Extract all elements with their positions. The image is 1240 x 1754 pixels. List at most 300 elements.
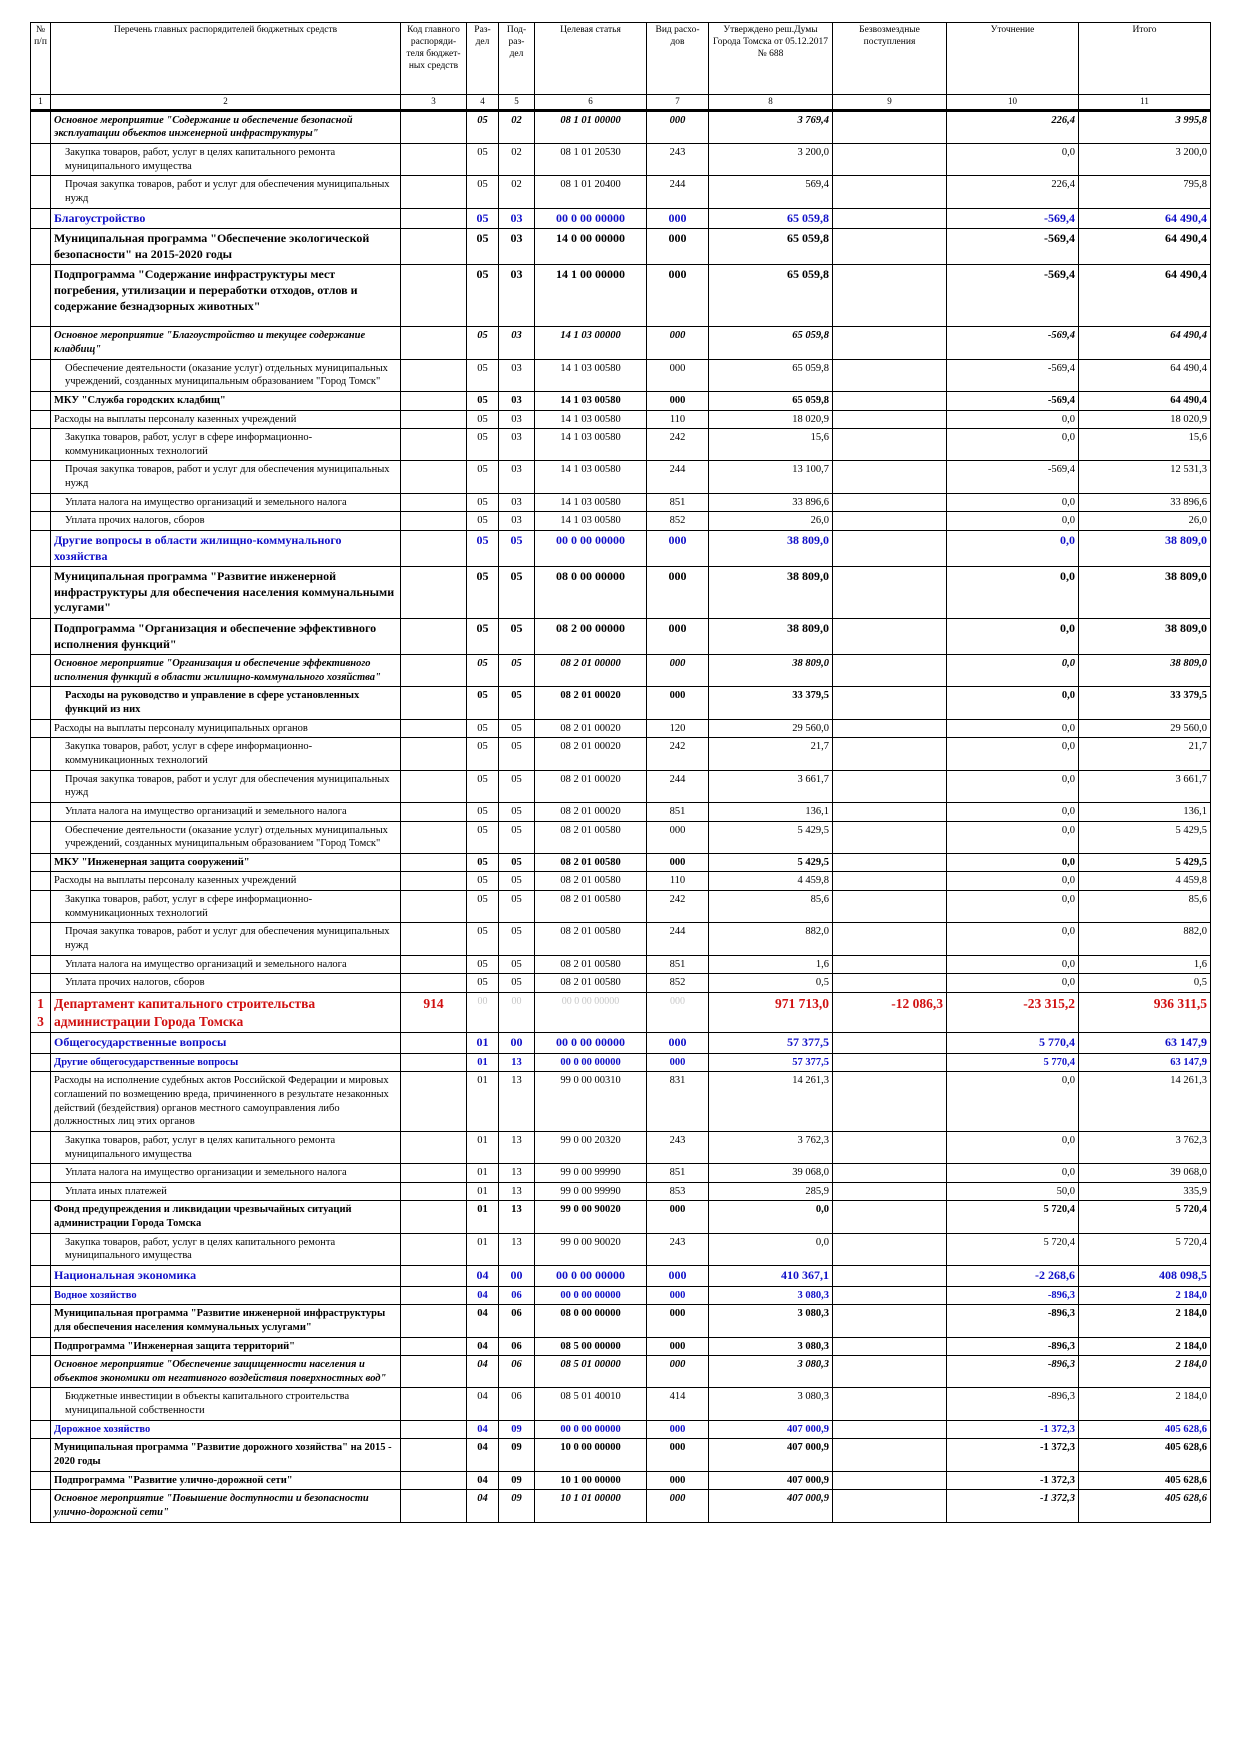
row-number	[31, 229, 51, 265]
row-name: Закупка товаров, работ, услуг в целях капитального ремонта муниципального имущества	[51, 1233, 401, 1265]
row-expense-type: 243	[647, 143, 709, 175]
row-name: Благоустройство	[51, 208, 401, 229]
row-section: 05	[467, 208, 499, 229]
row-admin-code	[401, 872, 467, 891]
row-admin-code	[401, 821, 467, 853]
row-approved: 3 080,3	[709, 1388, 833, 1420]
row-target-article: 08 2 01 00580	[535, 821, 647, 853]
row-expense-type: 000	[647, 655, 709, 687]
table-row	[31, 1033, 1211, 1054]
row-change: 0,0	[947, 493, 1079, 512]
table-body	[31, 110, 1211, 1522]
row-subsection: 13	[499, 1053, 535, 1072]
row-admin-code	[401, 955, 467, 974]
row-expense-type: 851	[647, 802, 709, 821]
header-approved: Утверждено реш.Думы Города Томска от 05.12.2017 № 688	[709, 23, 833, 95]
row-name: Уплата налога на имущество организаций и земельного налога	[51, 493, 401, 512]
row-approved: 33 379,5	[709, 687, 833, 719]
row-approved: 18 020,9	[709, 410, 833, 429]
row-number	[31, 176, 51, 208]
row-section: 01	[467, 1072, 499, 1132]
row-section: 05	[467, 821, 499, 853]
row-name: Расходы на руководство и управление в сфере установленных функций из них	[51, 687, 401, 719]
row-number	[31, 1490, 51, 1522]
row-target-article: 08 5 01 40010	[535, 1388, 647, 1420]
column-number-row	[31, 95, 1211, 111]
row-total: 63 147,9	[1079, 1053, 1211, 1072]
row-target-article: 08 1 01 00000	[535, 110, 647, 143]
row-section: 05	[467, 429, 499, 461]
row-subsection: 02	[499, 143, 535, 175]
row-admin-code	[401, 229, 467, 265]
row-name: Другие общегосударственные вопросы	[51, 1053, 401, 1072]
row-approved: 3 200,0	[709, 143, 833, 175]
row-total: 64 490,4	[1079, 359, 1211, 391]
row-target-article: 08 5 00 00000	[535, 1337, 647, 1356]
row-free-receipts: -12 086,3	[833, 992, 947, 1032]
row-target-article: 14 1 03 00580	[535, 461, 647, 493]
row-subsection: 05	[499, 923, 535, 955]
row-number	[31, 391, 51, 410]
row-expense-type: 242	[647, 891, 709, 923]
row-number	[31, 770, 51, 802]
row-change: -1 372,3	[947, 1471, 1079, 1490]
table-row	[31, 1388, 1211, 1420]
row-admin-code	[401, 391, 467, 410]
row-section: 00	[467, 992, 499, 1032]
row-number	[31, 719, 51, 738]
row-section: 05	[467, 143, 499, 175]
row-admin-code	[401, 719, 467, 738]
row-name: Закупка товаров, работ, услуг в сфере информационно-коммуникационных технологий	[51, 891, 401, 923]
row-change: 0,0	[947, 429, 1079, 461]
row-subsection: 05	[499, 687, 535, 719]
row-free-receipts	[833, 802, 947, 821]
row-free-receipts	[833, 719, 947, 738]
table-row	[31, 1337, 1211, 1356]
table-row	[31, 1265, 1211, 1286]
row-change: 0,0	[947, 655, 1079, 687]
column-number: 8	[709, 95, 833, 111]
table-row	[31, 821, 1211, 853]
row-free-receipts	[833, 1053, 947, 1072]
row-change: -1 372,3	[947, 1490, 1079, 1522]
row-expense-type: 242	[647, 738, 709, 770]
row-admin-code	[401, 429, 467, 461]
row-target-article: 08 1 01 20400	[535, 176, 647, 208]
row-admin-code	[401, 208, 467, 229]
row-approved: 21,7	[709, 738, 833, 770]
row-total: 64 490,4	[1079, 327, 1211, 359]
row-expense-type: 000	[647, 1356, 709, 1388]
row-number	[31, 955, 51, 974]
row-change: 0,0	[947, 821, 1079, 853]
row-section: 05	[467, 955, 499, 974]
row-target-article: 99 0 00 90020	[535, 1201, 647, 1233]
row-change: 0,0	[947, 955, 1079, 974]
row-section: 05	[467, 687, 499, 719]
row-free-receipts	[833, 110, 947, 143]
row-section: 05	[467, 618, 499, 654]
row-approved: 14 261,3	[709, 1072, 833, 1132]
row-subsection: 03	[499, 265, 535, 327]
row-section: 04	[467, 1356, 499, 1388]
row-number	[31, 1053, 51, 1072]
row-subsection: 03	[499, 429, 535, 461]
row-free-receipts	[833, 1305, 947, 1337]
row-total: 64 490,4	[1079, 391, 1211, 410]
row-number	[31, 802, 51, 821]
row-change: 0,0	[947, 802, 1079, 821]
row-expense-type: 243	[647, 1131, 709, 1163]
row-approved: 3 080,3	[709, 1305, 833, 1337]
row-free-receipts	[833, 143, 947, 175]
row-number: 13	[31, 992, 51, 1032]
row-approved: 38 809,0	[709, 567, 833, 619]
row-name: Подпрограмма "Организация и обеспечение эффективного исполнения функций"	[51, 618, 401, 654]
row-target-article: 08 2 01 00020	[535, 738, 647, 770]
row-expense-type: 000	[647, 110, 709, 143]
row-change: -1 372,3	[947, 1439, 1079, 1471]
row-name: Закупка товаров, работ, услуг в целях капитального ремонта муниципального имущества	[51, 143, 401, 175]
row-free-receipts	[833, 1233, 947, 1265]
row-approved: 136,1	[709, 802, 833, 821]
row-admin-code	[401, 1201, 467, 1233]
row-section: 04	[467, 1471, 499, 1490]
row-change: -569,4	[947, 208, 1079, 229]
row-admin-code	[401, 618, 467, 654]
header-change: Уточнение	[947, 23, 1079, 95]
table-row	[31, 719, 1211, 738]
row-target-article: 00 0 00 00000	[535, 1286, 647, 1305]
row-target-article: 14 1 03 00580	[535, 429, 647, 461]
table-row	[31, 1286, 1211, 1305]
row-total: 2 184,0	[1079, 1305, 1211, 1337]
header-section: Раз-дел	[467, 23, 499, 95]
header-number: № п/п	[31, 23, 51, 95]
row-name: Закупка товаров, работ, услуг в целях капитального ремонта муниципального имущества	[51, 1131, 401, 1163]
table-row	[31, 1164, 1211, 1183]
row-admin-code	[401, 1388, 467, 1420]
row-section: 05	[467, 327, 499, 359]
row-change: 5 770,4	[947, 1053, 1079, 1072]
row-subsection: 00	[499, 1265, 535, 1286]
row-total: 64 490,4	[1079, 229, 1211, 265]
row-target-article: 00 0 00 00000	[535, 1053, 647, 1072]
row-free-receipts	[833, 461, 947, 493]
row-section: 01	[467, 1053, 499, 1072]
row-number	[31, 327, 51, 359]
row-subsection: 03	[499, 391, 535, 410]
row-total: 3 661,7	[1079, 770, 1211, 802]
row-free-receipts	[833, 512, 947, 531]
row-subsection: 05	[499, 872, 535, 891]
column-number: 9	[833, 95, 947, 111]
row-total: 405 628,6	[1079, 1471, 1211, 1490]
row-approved: 569,4	[709, 176, 833, 208]
row-expense-type: 000	[647, 618, 709, 654]
row-expense-type: 000	[647, 821, 709, 853]
row-number	[31, 1072, 51, 1132]
column-number: 10	[947, 95, 1079, 111]
row-section: 04	[467, 1388, 499, 1420]
row-expense-type: 851	[647, 955, 709, 974]
row-approved: 65 059,8	[709, 327, 833, 359]
row-free-receipts	[833, 655, 947, 687]
row-free-receipts	[833, 1033, 947, 1054]
row-target-article: 10 1 00 00000	[535, 1471, 647, 1490]
row-approved: 15,6	[709, 429, 833, 461]
row-free-receipts	[833, 1286, 947, 1305]
row-section: 05	[467, 738, 499, 770]
row-total: 3 995,8	[1079, 110, 1211, 143]
column-number: 1	[31, 95, 51, 111]
row-approved: 0,5	[709, 974, 833, 993]
column-number: 11	[1079, 95, 1211, 111]
row-change: 0,0	[947, 1072, 1079, 1132]
row-subsection: 03	[499, 359, 535, 391]
row-name: Уплата прочих налогов, сборов	[51, 974, 401, 993]
row-total: 5 429,5	[1079, 853, 1211, 872]
row-target-article: 14 1 03 00580	[535, 493, 647, 512]
row-target-article: 14 1 03 00000	[535, 327, 647, 359]
row-free-receipts	[833, 618, 947, 654]
row-approved: 5 429,5	[709, 821, 833, 853]
row-approved: 971 713,0	[709, 992, 833, 1032]
row-target-article: 99 0 00 90020	[535, 1233, 647, 1265]
row-target-article: 00 0 00 00000	[535, 992, 647, 1032]
row-approved: 13 100,7	[709, 461, 833, 493]
row-free-receipts	[833, 738, 947, 770]
row-subsection: 05	[499, 770, 535, 802]
row-approved: 65 059,8	[709, 359, 833, 391]
row-number	[31, 1265, 51, 1286]
row-number	[31, 567, 51, 619]
row-expense-type: 000	[647, 391, 709, 410]
row-free-receipts	[833, 265, 947, 327]
row-number	[31, 410, 51, 429]
table-row	[31, 1490, 1211, 1522]
row-change: 226,4	[947, 176, 1079, 208]
table-row	[31, 461, 1211, 493]
row-number	[31, 531, 51, 567]
row-total: 29 560,0	[1079, 719, 1211, 738]
table-row	[31, 1053, 1211, 1072]
row-subsection: 09	[499, 1420, 535, 1439]
row-admin-code	[401, 1286, 467, 1305]
row-expense-type: 000	[647, 1471, 709, 1490]
row-number	[31, 265, 51, 327]
row-free-receipts	[833, 955, 947, 974]
row-change: -1 372,3	[947, 1420, 1079, 1439]
row-subsection: 13	[499, 1164, 535, 1183]
row-subsection: 05	[499, 655, 535, 687]
row-admin-code	[401, 655, 467, 687]
row-expense-type: 414	[647, 1388, 709, 1420]
row-number	[31, 1305, 51, 1337]
row-subsection: 03	[499, 208, 535, 229]
row-target-article: 10 1 01 00000	[535, 1490, 647, 1522]
row-section: 04	[467, 1490, 499, 1522]
row-approved: 38 809,0	[709, 618, 833, 654]
row-expense-type: 000	[647, 359, 709, 391]
table-row	[31, 1072, 1211, 1132]
row-approved: 407 000,9	[709, 1471, 833, 1490]
row-section: 05	[467, 493, 499, 512]
row-approved: 65 059,8	[709, 229, 833, 265]
row-number	[31, 493, 51, 512]
row-subsection: 05	[499, 531, 535, 567]
row-expense-type: 851	[647, 1164, 709, 1183]
row-target-article: 14 1 03 00580	[535, 410, 647, 429]
row-section: 05	[467, 770, 499, 802]
row-target-article: 08 0 00 00000	[535, 567, 647, 619]
table-row	[31, 872, 1211, 891]
row-admin-code	[401, 1420, 467, 1439]
row-section: 04	[467, 1286, 499, 1305]
row-admin-code	[401, 327, 467, 359]
row-admin-code	[401, 687, 467, 719]
row-number	[31, 1286, 51, 1305]
row-change: -569,4	[947, 327, 1079, 359]
row-subsection: 06	[499, 1286, 535, 1305]
row-name: Бюджетные инвестиции в объекты капитального строительства муниципальной собственности	[51, 1388, 401, 1420]
header-subsection: Под-раз-дел	[499, 23, 535, 95]
row-admin-code	[401, 1131, 467, 1163]
row-subsection: 03	[499, 493, 535, 512]
table-row	[31, 391, 1211, 410]
row-name: Муниципальная программа "Развитие дорожного хозяйства" на 2015 - 2020 годы	[51, 1439, 401, 1471]
row-section: 04	[467, 1337, 499, 1356]
row-section: 05	[467, 872, 499, 891]
header-code: Код главного распоряди-теля бюджет-ных средств	[401, 23, 467, 95]
row-approved: 3 762,3	[709, 1131, 833, 1163]
row-name: Основное мероприятие "Содержание и обеспечение безопасной эксплуатации объектов инженерной инфраструктуры"	[51, 110, 401, 143]
table-row	[31, 359, 1211, 391]
row-section: 01	[467, 1164, 499, 1183]
row-target-article: 08 2 01 00020	[535, 687, 647, 719]
row-name: Другие вопросы в области жилищно-коммунального хозяйства	[51, 531, 401, 567]
row-total: 2 184,0	[1079, 1337, 1211, 1356]
row-target-article: 08 2 01 00580	[535, 872, 647, 891]
row-target-article: 08 2 01 00580	[535, 955, 647, 974]
column-number: 5	[499, 95, 535, 111]
row-section: 05	[467, 110, 499, 143]
table-row	[31, 1420, 1211, 1439]
row-admin-code	[401, 853, 467, 872]
row-free-receipts	[833, 1439, 947, 1471]
row-name: Основное мероприятие "Повышение доступности и безопасности улично-дорожной сети"	[51, 1490, 401, 1522]
row-target-article: 08 2 01 00020	[535, 770, 647, 802]
header-free-receipts: Безвозмездные поступления	[833, 23, 947, 95]
row-number	[31, 853, 51, 872]
row-name: Общегосударственные вопросы	[51, 1033, 401, 1054]
row-approved: 39 068,0	[709, 1164, 833, 1183]
row-target-article: 08 2 01 00020	[535, 802, 647, 821]
row-change: 0,0	[947, 1131, 1079, 1163]
row-change: -569,4	[947, 461, 1079, 493]
row-name: Уплата прочих налогов, сборов	[51, 512, 401, 531]
row-admin-code	[401, 567, 467, 619]
row-admin-code	[401, 738, 467, 770]
row-admin-code: 914	[401, 992, 467, 1032]
row-total: 795,8	[1079, 176, 1211, 208]
row-name: Основное мероприятие "Обеспечение защищенности населения и объектов экономики от негативного воздействия поверхностных вод"	[51, 1356, 401, 1388]
row-free-receipts	[833, 410, 947, 429]
row-subsection: 05	[499, 955, 535, 974]
row-subsection: 13	[499, 1201, 535, 1233]
row-free-receipts	[833, 176, 947, 208]
row-change: 0,0	[947, 719, 1079, 738]
row-section: 01	[467, 1233, 499, 1265]
row-free-receipts	[833, 1072, 947, 1132]
row-subsection: 03	[499, 327, 535, 359]
row-subsection: 09	[499, 1471, 535, 1490]
row-change: 0,0	[947, 512, 1079, 531]
row-name: Уплата налога на имущество организации и земельного налога	[51, 1164, 401, 1183]
row-admin-code	[401, 891, 467, 923]
row-expense-type: 851	[647, 493, 709, 512]
row-target-article: 14 1 03 00580	[535, 391, 647, 410]
row-free-receipts	[833, 567, 947, 619]
row-expense-type: 000	[647, 992, 709, 1032]
row-total: 4 459,8	[1079, 872, 1211, 891]
row-admin-code	[401, 512, 467, 531]
row-expense-type: 244	[647, 923, 709, 955]
row-total: 64 490,4	[1079, 265, 1211, 327]
row-name: МКУ "Служба городских кладбищ"	[51, 391, 401, 410]
row-free-receipts	[833, 1356, 947, 1388]
row-subsection: 05	[499, 974, 535, 993]
row-admin-code	[401, 359, 467, 391]
row-number	[31, 655, 51, 687]
row-number	[31, 208, 51, 229]
row-change: 0,0	[947, 770, 1079, 802]
row-approved: 29 560,0	[709, 719, 833, 738]
row-name: Подпрограмма "Инженерная защита территорий"	[51, 1337, 401, 1356]
row-expense-type: 000	[647, 327, 709, 359]
row-change: -2 268,6	[947, 1265, 1079, 1286]
row-section: 05	[467, 391, 499, 410]
row-expense-type: 000	[647, 531, 709, 567]
row-target-article: 99 0 00 99990	[535, 1164, 647, 1183]
row-section: 05	[467, 891, 499, 923]
table-row	[31, 410, 1211, 429]
row-target-article: 08 2 01 00020	[535, 719, 647, 738]
row-target-article: 14 1 03 00580	[535, 359, 647, 391]
row-free-receipts	[833, 429, 947, 461]
row-free-receipts	[833, 359, 947, 391]
row-total: 38 809,0	[1079, 618, 1211, 654]
table-row	[31, 687, 1211, 719]
header-total: Итого	[1079, 23, 1211, 95]
row-admin-code	[401, 1490, 467, 1522]
row-total: 3 200,0	[1079, 143, 1211, 175]
row-section: 05	[467, 923, 499, 955]
row-target-article: 08 2 00 00000	[535, 618, 647, 654]
row-target-article: 99 0 00 00310	[535, 1072, 647, 1132]
row-expense-type: 000	[647, 1033, 709, 1054]
row-target-article: 10 0 00 00000	[535, 1439, 647, 1471]
row-free-receipts	[833, 327, 947, 359]
row-number	[31, 738, 51, 770]
row-number	[31, 923, 51, 955]
row-total: 2 184,0	[1079, 1286, 1211, 1305]
row-name: Водное хозяйство	[51, 1286, 401, 1305]
table-row	[31, 992, 1211, 1032]
row-expense-type: 831	[647, 1072, 709, 1132]
row-change: 50,0	[947, 1182, 1079, 1201]
